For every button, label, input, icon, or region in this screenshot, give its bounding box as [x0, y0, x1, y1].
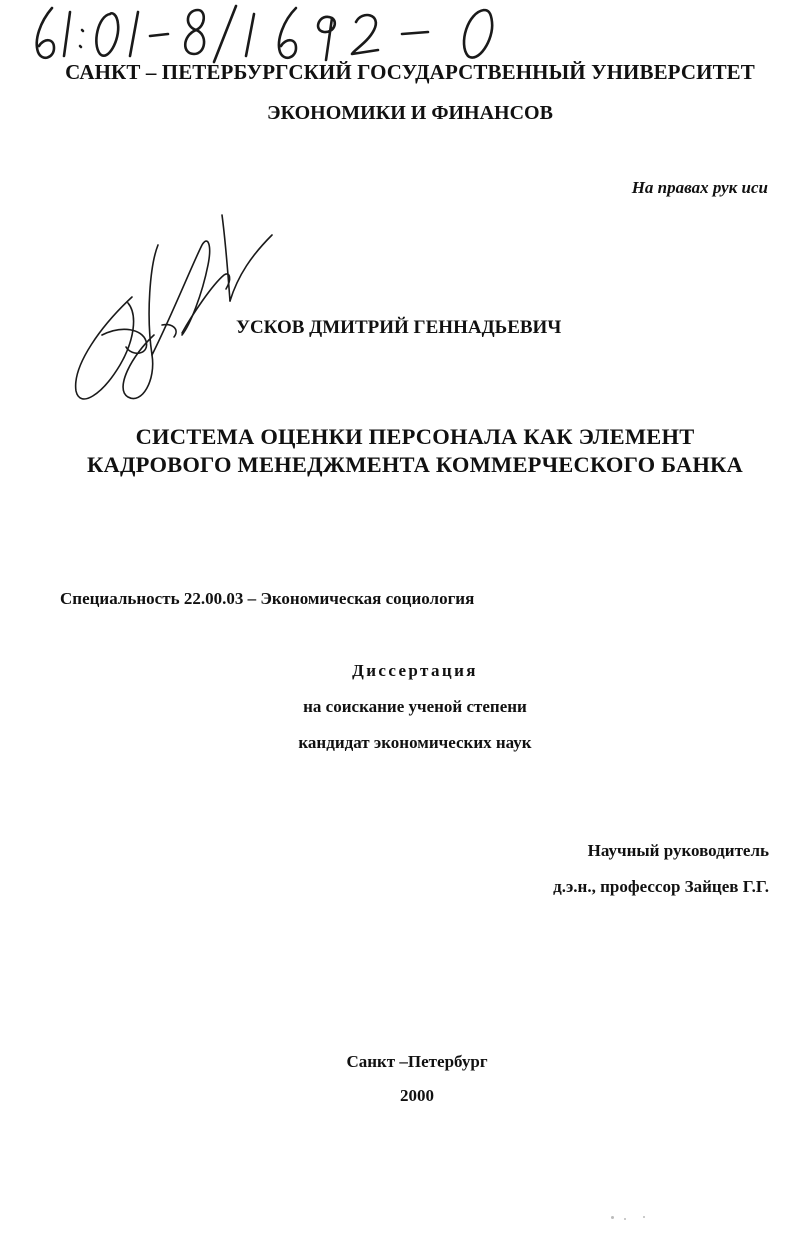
supervisor-name: д.э.н., профессор Зайцев Г.Г.: [553, 877, 769, 896]
degree-name: кандидат экономических наук: [298, 733, 532, 752]
year: 2000: [400, 1086, 434, 1105]
author-signature: [62, 205, 292, 410]
university-name-line-2: ЭКОНОМИКИ И ФИНАНСОВ: [267, 102, 553, 124]
scan-speck: [611, 1216, 614, 1219]
author-name: УСКОВ ДМИТРИЙ ГЕННАДЬЕВИЧ: [236, 317, 562, 338]
city: Санкт –Петербург: [346, 1052, 488, 1071]
dissertation-title-line-2: КАДРОВОГО МЕНЕДЖМЕНТА КОММЕРЧЕСКОГО БАНКА: [86, 452, 743, 477]
dissertation-label: Диссертация: [352, 661, 478, 680]
degree-purpose: на соискание ученой степени: [303, 697, 527, 716]
scan-speck: [624, 1218, 626, 1220]
supervisor-label: Научный руководитель: [587, 841, 769, 860]
university-name-line-1: САНКТ – ПЕТЕРБУРГСКИЙ ГОСУДАРСТВЕННЫЙ УНИВЕРСИТЕТ: [65, 60, 755, 84]
scan-speck: [643, 1216, 645, 1218]
rights-note: На правах рук иси: [631, 178, 768, 197]
specialty: Специальность 22.00.03 – Экономическая социология: [60, 589, 475, 608]
dissertation-title-line-1: СИСТЕМА ОЦЕНКИ ПЕРСОНАЛА КАК ЭЛЕМЕНТ: [135, 424, 695, 449]
